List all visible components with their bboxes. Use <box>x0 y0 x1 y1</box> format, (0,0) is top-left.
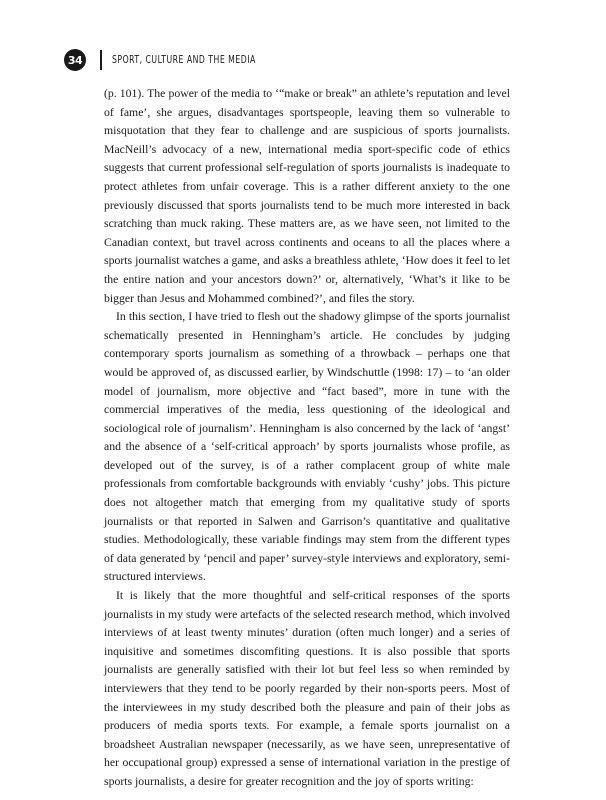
body-text <box>104 85 510 792</box>
paragraph-1: (p. 101). The power of the media to ‘“make or break” an athlete’s reputation and level of fame’, she argues, disadvantages sportspeople, leaving them so vulnerable to misquotation that they fear to challenge and are suspicious of sports journalists. MacNeill’s advocacy of a new, international media sport-specific code of ethics suggests that current professional self-regulation of sports journalists is inadequate to protect athletes from unfair coverage. This is a rather different anxiety to the one previously discussed that sports journalists tend to be much more interested in back scratching than muck raking. These matters are, as we have seen, not limited to the Canadian context, but travel across continents and oceans to all the places where a sports journalist watches a game, and asks a breathless athlete, ‘How does it feel to let the entire nation and your ancestors down?’ or, alternatively, ‘What’s it like to be bigger than Jesus and Mohammed combined?’, and files the story. <box>104 87 510 305</box>
paragraph-3: It is likely that the more thoughtful and self-critical responses of the sports journalists in my study were artefacts of the selected research method, which involved interviews of at least twenty minutes’ duration (often much longer) and a series of inquisitive and sometimes discomfiting questions. It is also possible that sports journalists are generally satisfied with their lot but feel less so when reminded by interviewers that they tend to be poorly regarded by their non-sports peers. Most of the interviewees in my study described both the pleasure and pain of their jobs as producers of media sports texts. For example, a female sports journalist on a broadsheet Australian newspaper (necessarily, as we have seen, unrepresentative of her occupational group) expressed a sense of international variation in the prestige of sports journalists, a desire for greater recognition and the joy of sports writing: <box>104 589 510 788</box>
page-header <box>64 48 287 72</box>
running-head: SPORT, CULTURE AND THE MEDIA <box>112 54 256 66</box>
paragraph-2: In this section, I have tried to flesh out the shadowy glimpse of the sports journalist schematically presented in Henningham’s article. He concludes by judging contemporary sports journalism as something of a throwback – perhaps one that would be approved of, as discussed earlier, by Windschuttle (1998: 17) – to ‘an older model of journalism, more objective and “fact based”, more in tune with the commercial imperatives of the media, less questioning of the ideological and sociological role of journalism’. Henningham is also concerned by the lack of ‘angst’ and the absence of a ‘self-critical approach’ by sports journalists whose profile, as developed out of the survey, is of a rather complacent group of white male professionals from comfortable backgrounds with enviably ‘cushy’ jobs. This picture does not altogether match that emerging from my qualitative study of sports journalists or that reported in Salwen and Garrison’s quantitative and qualitative studies. Methodologically, these variable findings may stem from the different types of data generated by ‘pencil and paper’ survey-style interviews and exploratory, semi-structured interviews. <box>104 310 510 584</box>
header-divider <box>100 50 102 70</box>
page-number-badge: 34 <box>64 49 86 71</box>
